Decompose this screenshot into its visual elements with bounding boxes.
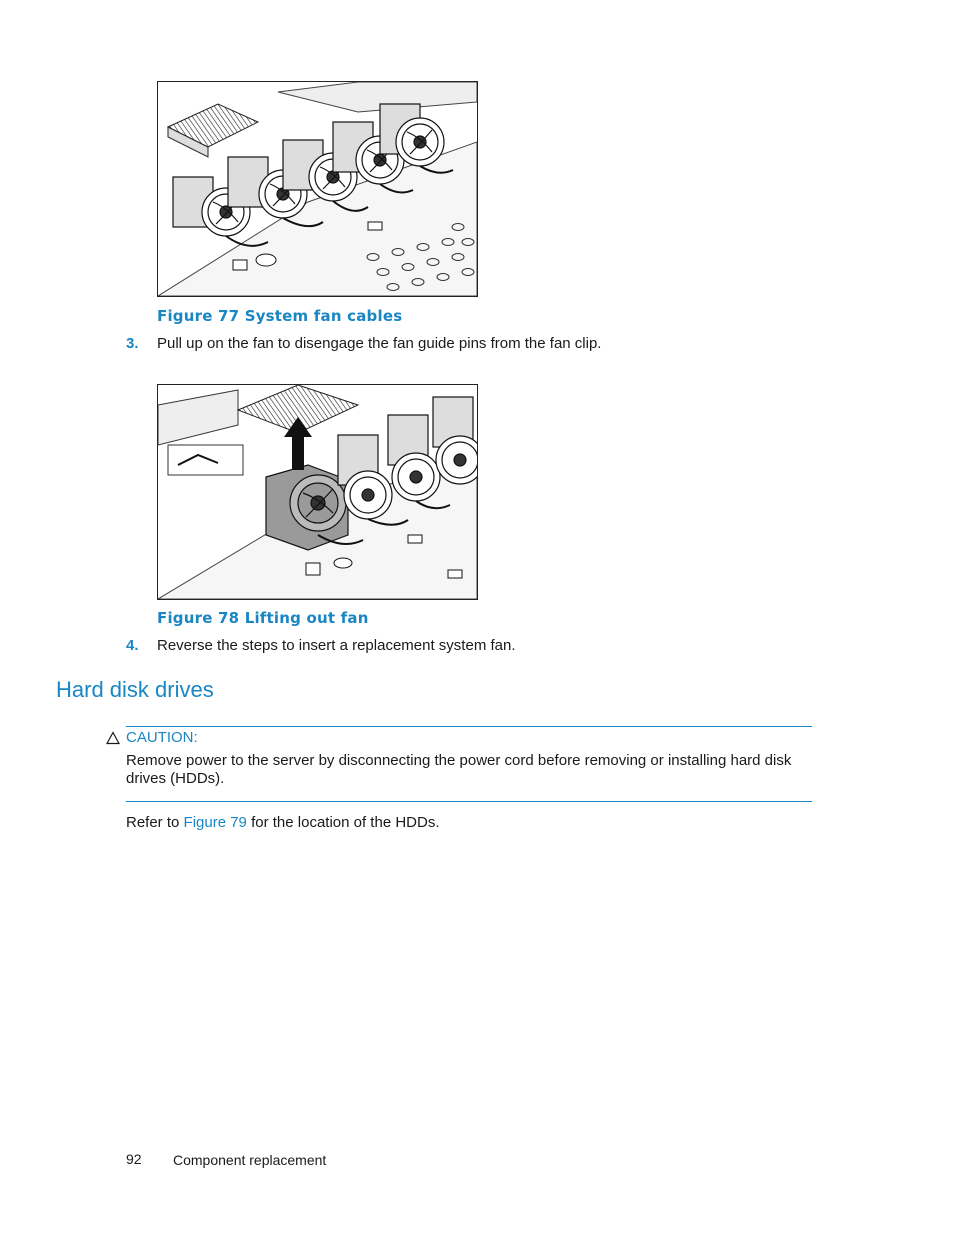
refer-paragraph	[126, 814, 440, 832]
caution-top-rule	[126, 726, 812, 727]
figure-77-caption: Figure 77 System fan cables	[157, 307, 403, 325]
step-3-number: 3.	[126, 335, 139, 352]
refer-text-before: Refer to	[126, 814, 184, 831]
refer-text-after: for the location of the HDDs.	[246, 814, 440, 831]
step-3-text: Pull up on the fan to disengage the fan guide pins from the fan clip.	[157, 335, 602, 352]
caution-bottom-rule	[126, 801, 812, 802]
page-number: 92	[126, 1151, 142, 1167]
section-title: Hard disk drives	[56, 677, 214, 702]
figure-77-image	[157, 81, 478, 297]
figure-78-image	[157, 384, 478, 600]
footer-section: Component replacement	[173, 1152, 327, 1168]
warning-triangle-icon	[106, 731, 120, 745]
figure-79-link[interactable]: Figure 79	[183, 814, 247, 831]
figure-78-caption: Figure 78 Lifting out fan	[157, 609, 369, 627]
step-4-text: Reverse the steps to insert a replacement system fan.	[157, 637, 516, 654]
step-4-number: 4.	[126, 637, 139, 654]
caution-text: Remove power to the server by disconnecting the power cord before removing or installing hard disk drives (HDDs).	[126, 752, 792, 787]
caution-label: CAUTION:	[126, 729, 198, 746]
